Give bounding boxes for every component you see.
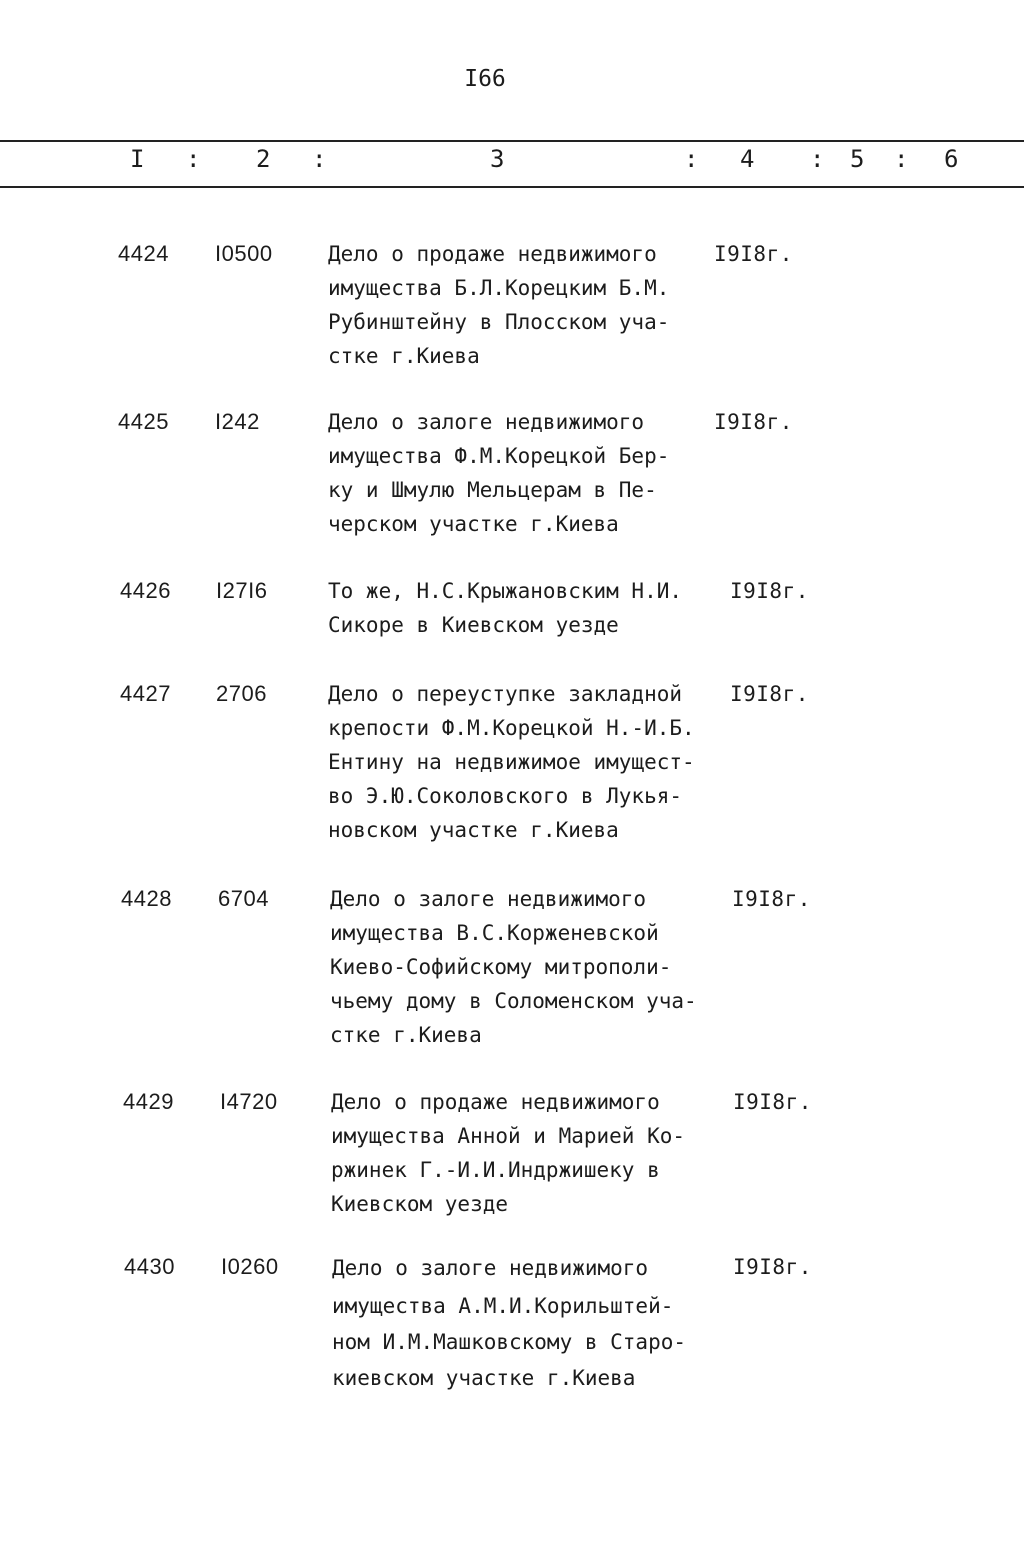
description-line: имущества Б.Л.Корецким Б.М. xyxy=(328,276,670,300)
description-line: во Э.Ю.Соколовского в Лукья- xyxy=(328,784,683,808)
column-header-1: I xyxy=(130,145,145,173)
entry-date: I9I8г. xyxy=(733,1090,812,1114)
description-line: ржинек Г.-И.И.Индржишеку в xyxy=(331,1158,660,1182)
entry-number: 4424 xyxy=(118,241,169,266)
description-line: Рубинштейну в Плосском уча- xyxy=(328,310,670,334)
entry-number: 4430 xyxy=(124,1254,175,1279)
description-line: имущества В.С.Корженевской xyxy=(330,921,659,945)
column-separator: : xyxy=(312,145,327,173)
table-header-bottom-rule xyxy=(0,186,1024,188)
description-line: стке г.Киева xyxy=(330,1023,482,1047)
column-separator: : xyxy=(186,145,201,173)
description-line: Сикоре в Киевском уезде xyxy=(328,613,619,637)
entry-code: 2706 xyxy=(216,681,267,706)
entry-code: I0260 xyxy=(221,1254,279,1279)
description-line: Киево-Софийскому митрополи- xyxy=(330,955,672,979)
entry-date: I9I8г. xyxy=(714,410,793,434)
entry-description xyxy=(331,1085,731,1221)
entry-number: 4426 xyxy=(120,578,171,603)
entry-number: 4425 xyxy=(118,409,169,434)
description-line: имущества Ф.М.Корецкой Бер- xyxy=(328,444,670,468)
entry-description xyxy=(330,882,730,1052)
description-line: Дело о переуступке закладной xyxy=(328,682,683,706)
column-separator: : xyxy=(684,145,699,173)
entry-code: I27I6 xyxy=(216,578,268,603)
description-line: Киевском уезде xyxy=(331,1192,509,1216)
entry-code: I4720 xyxy=(220,1089,278,1114)
description-line: ку и Шмулю Мельцерам в Пе- xyxy=(328,478,657,502)
entry-description xyxy=(328,574,728,642)
description-line: черском участке г.Киева xyxy=(328,512,619,536)
description-line: новском участке г.Киева xyxy=(328,818,619,842)
entry-number: 4429 xyxy=(123,1089,174,1114)
description-line: имущества Анной и Марией Ко- xyxy=(331,1124,686,1148)
entry-code: I0500 xyxy=(215,241,273,266)
description-line: имущества А.М.И.Корильштей- xyxy=(332,1294,674,1318)
entry-code: I242 xyxy=(215,409,260,434)
entry-date: I9I8г. xyxy=(714,242,793,266)
column-header-3: 3 xyxy=(490,145,505,173)
entry-date: I9I8г. xyxy=(732,887,811,911)
description-line: ном И.М.Машковскому в Старо- xyxy=(332,1330,687,1354)
column-header-4: 4 xyxy=(740,145,755,173)
description-line: Дело о залоге недвижимого xyxy=(332,1256,649,1280)
entry-date: I9I8г. xyxy=(730,579,809,603)
column-separator: : xyxy=(810,145,825,173)
description-line: киевском участке г.Киева xyxy=(332,1366,636,1390)
description-line: крепости Ф.М.Корецкой Н.-И.Б. xyxy=(328,716,695,740)
description-line: Ентину на недвижимое имущест- xyxy=(328,750,695,774)
description-line: чьему дому в Соломенском уча- xyxy=(330,989,697,1013)
description-line: Дело о продаже недвижимого xyxy=(331,1090,660,1114)
entry-description xyxy=(328,677,728,847)
entry-number: 4427 xyxy=(120,681,171,706)
page-number: I66 xyxy=(464,66,506,92)
entry-description xyxy=(328,405,728,541)
description-line: Дело о продаже недвижимого xyxy=(328,242,657,266)
description-line: То же, Н.С.Крыжановским Н.И. xyxy=(328,579,683,603)
entry-code: 6704 xyxy=(218,886,269,911)
description-line: стке г.Киева xyxy=(328,344,480,368)
description-line: Дело о залоге недвижимого xyxy=(330,887,647,911)
column-header-6: 6 xyxy=(944,145,959,173)
entry-date: I9I8г. xyxy=(730,682,809,706)
entry-description xyxy=(332,1250,732,1396)
column-header-5: 5 xyxy=(850,145,865,173)
column-header-2: 2 xyxy=(256,145,271,173)
entry-number: 4428 xyxy=(121,886,172,911)
entry-date: I9I8г. xyxy=(733,1255,812,1279)
entry-description xyxy=(328,237,728,373)
column-separator: : xyxy=(894,145,909,173)
description-line: Дело о залоге недвижимого xyxy=(328,410,645,434)
table-header-top-rule xyxy=(0,140,1024,142)
